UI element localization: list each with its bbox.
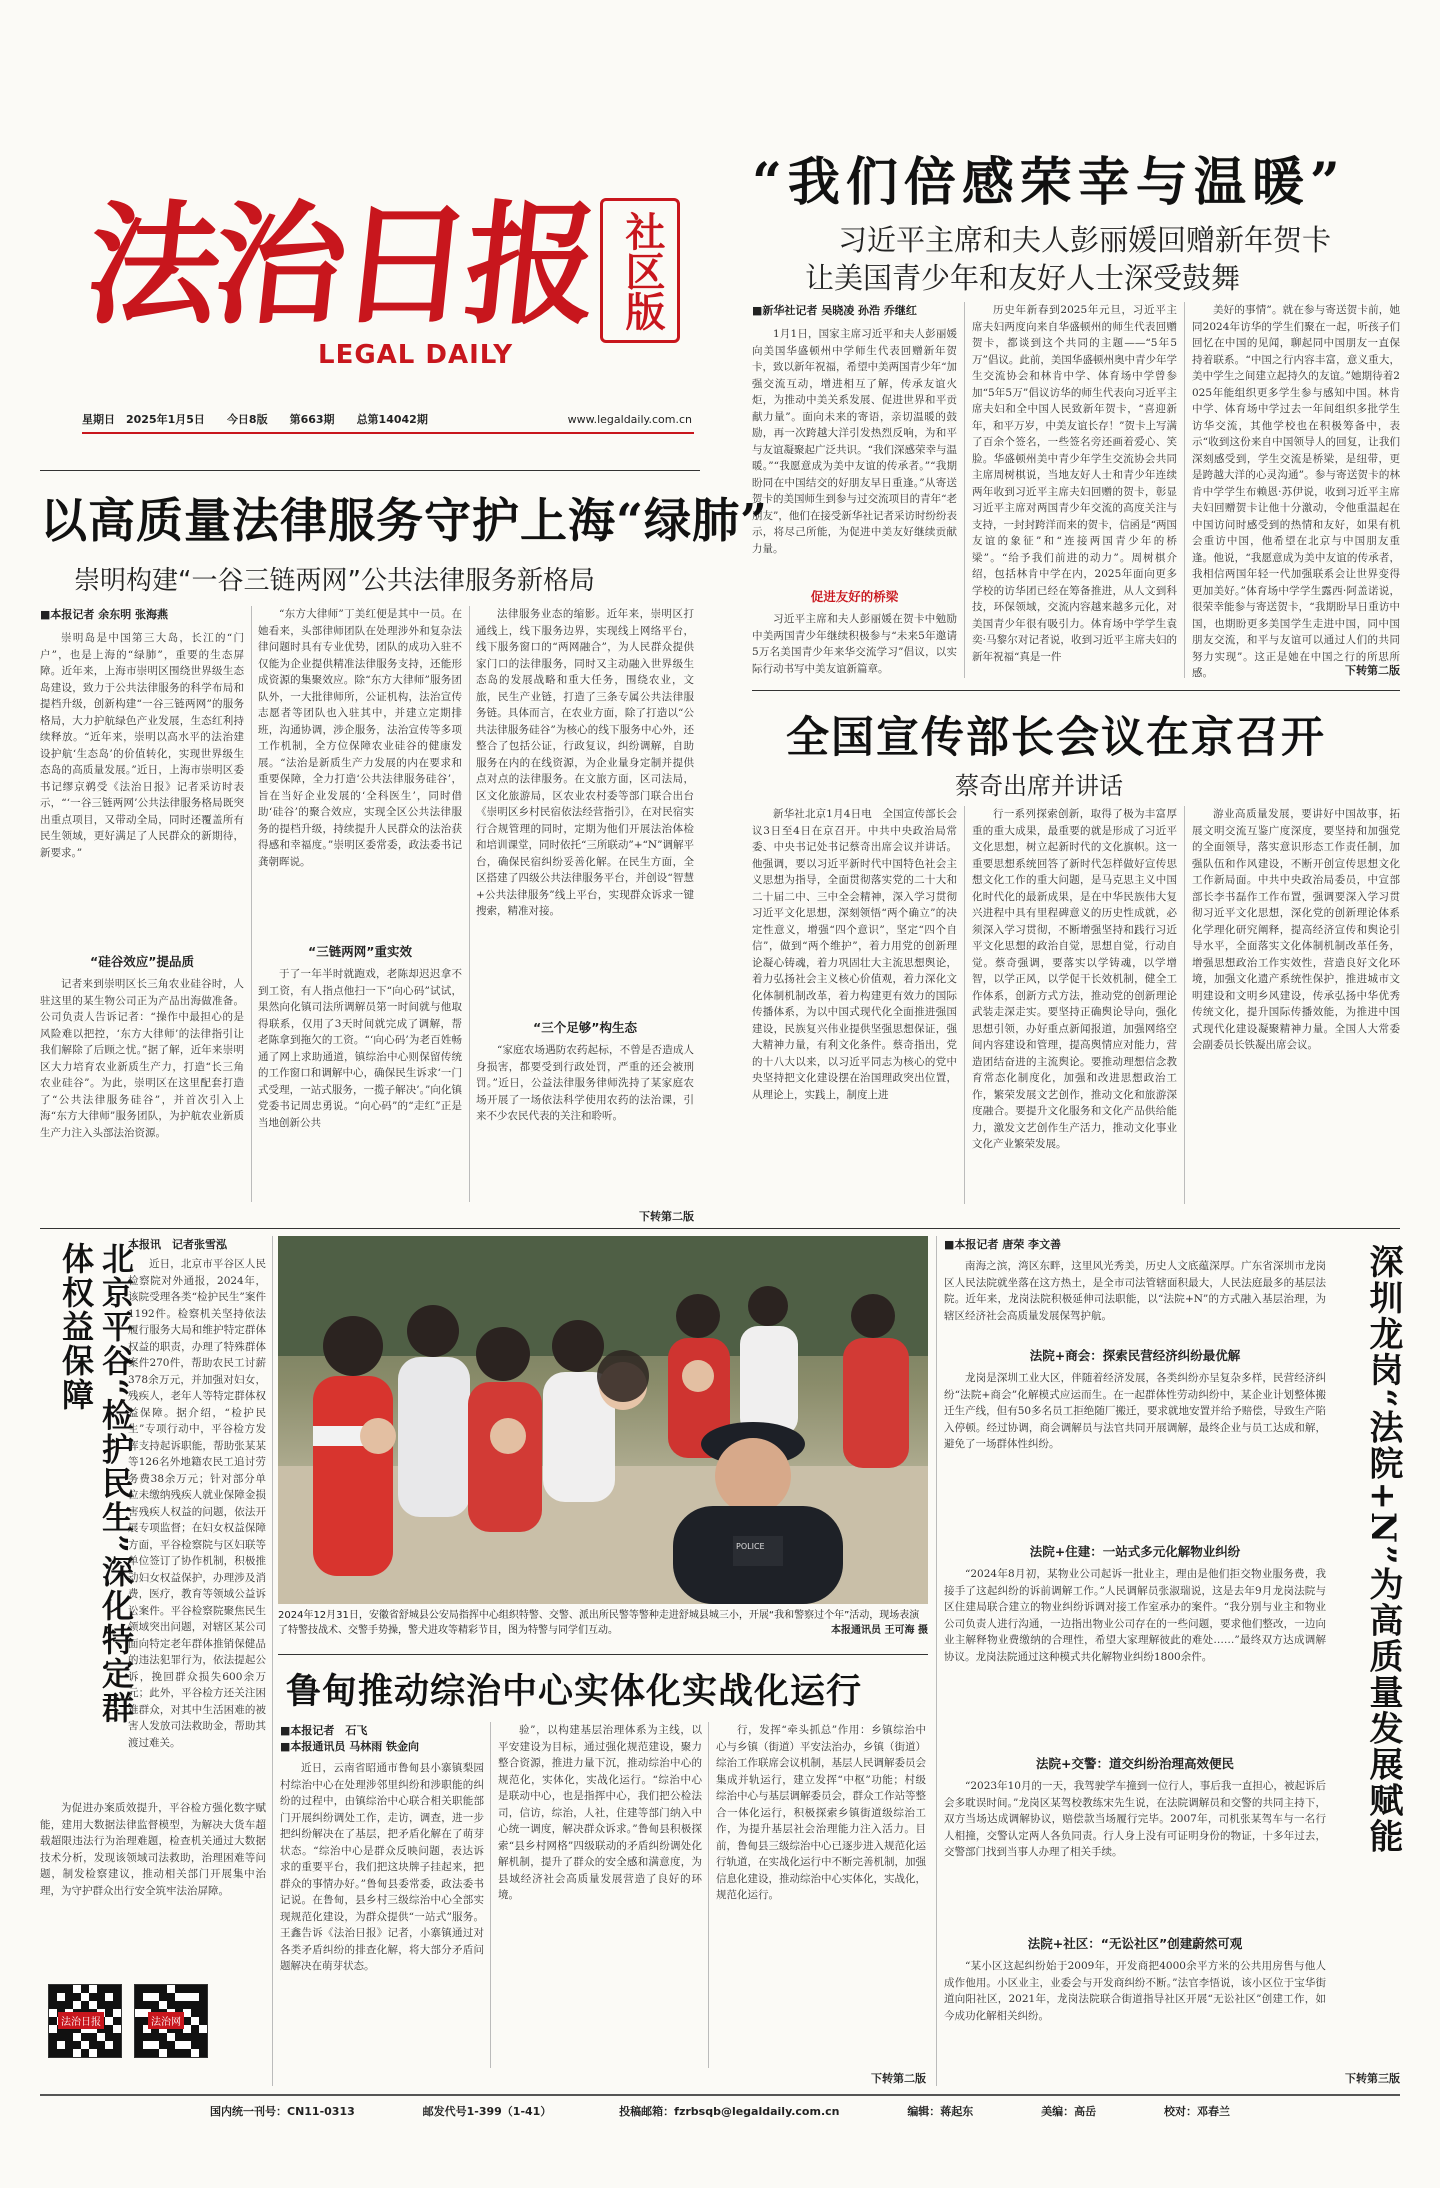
luding-byline-1: ■本报记者 石飞 (280, 1724, 368, 1737)
top-story-continued[interactable]: 下转第二版 (1345, 664, 1400, 677)
qr-code-legal-daily[interactable] (48, 1984, 122, 2058)
top-story-col3: 美好的事情”。就在参与寄送贺卡前，她同2024年访华的学生们聚在一起，听孩子们回忆在中国的见闻，聊起同中国朋友一直保持着联系。“中国之行内容丰富，意义重大，美中学生之间建立起持久的友谊。”她期待着2025年能组织更多学生参与感知中国。林肯中学、体育场中学过去一年间组织多批学生访华交流，其他学校也在积极筹备中，表示“收到这份来自中国领导人的回复，让我们深刻感受到，学生交流是桥梁，是纽带，更是跨越大洋的心灵沟通”。参与寄送贺卡的林肯中学学生布赖恩·苏伊说，收到习近平主席夫妇回赠贺卡让他十分激动，令他重温起在中国访问时感受到的热情和友好，如果有机会重访中国，他希望在北京与中国朋友重逢。他说，“我愿意成为美中友谊的传承者，我相信两国年轻一代加强联系会让世界变得更加美好。”体育场中学学生露西·阿盖诺说，很荣幸能参与寄送贺卡，“我期盼早日重访中国，也期盼更多美国学生走进中国，同中国朋友交流，和平与友谊可以通过人们的共同努力实现”。这正是她在中国之行的所思所感。 (1192, 304, 1400, 679)
qr-label-2: 法治网 (148, 2012, 184, 2029)
meeting-col1: 新华社北京1月4日电 全国宣传部长会议3日至4日在京召开。中共中央政治局常委、中央书记处书记蔡奇出席会议并讲话。他强调，要以习近平新时代中国特色社会主义思想为指导，全面贯彻落实党的二十大和二十届二中、三中全会精神，深入学习贯彻习近平文化思想，深刻领悟“两个确立”的决定性意义，增强“四个意识”，坚定“四个自信”，做到“两个维护”，着力用党的创新理论凝心铸魂，着力巩固壮大主流思想舆论，着力弘扬社会主义核心价值观，着力深化文化体制机制改革，着力构建更有效力的国际传播体系，为以中国式现代化全面推进强国建设，民族复兴伟业提供坚强思想保证，强大精神力量，有利文化条件。蔡奇指出，党的十八大以来，以习近平同志为核心的党中央坚持把文化建设摆在治国理政突出位置，从理论上，实践上，制度上进 (752, 808, 957, 1101)
meeting-col3: 游业高质量发展，要讲好中国故事，拓展文明交流互鉴广度深度，要坚持和加强党的全面领导，落实意识形态工作责任制，加强队伍和作风建设，不断开创宣传思想文化工作新局面。中共中央政治局委员，中宣部部长李书磊作工作布置，强调要深入学习贯彻习近平文化思想，深化党的创新理论体系化学理化研究阐释，提高经济宣传和舆论引导水平，全面落实文化体制机制改革任务，增强思想政治工作实效性，营造良好文化环境，加强文化遗产系统性保护，推进城市文明建设和文明乡风建设，传承弘扬中华优秀传统文化，提升国际传播效能，为推进中国式现代化建设凝聚精神力量。全国人大常委会副委员长铁凝出席会议。 (1192, 808, 1400, 1051)
photo-illustration (278, 1236, 928, 1604)
website[interactable]: www.legaldaily.com.cn (567, 412, 692, 426)
top-story-byline: ■新华社记者 吴晓凌 孙浩 乔继红 (752, 304, 917, 317)
lead-story-headline: 以高质量法律服务守护上海“绿肺” (40, 494, 769, 549)
meeting-col2: 行一系列探索创新，取得了极为丰富厚重的重大成果，最重要的就是形成了习近平文化思想，树立起新时代的文化旗帜。这一重要思想系统回答了新时代怎样做好宣传思想文化工作的重大问题，是马克思主义中国化时代化的最新成果，是在中华民族伟大复兴进程中具有里程碑意义的历史性成就，必须深入学习贯彻，不断增强坚持和践行习近平文化思想的政治自觉，思想自觉，行动自觉。蔡奇强调，要落实以学铸魂，以学增智，以学正风，以学促干长效机制，健全工作体系，创新方式方法，推动党的创新理论武装走深走实。要坚持正确舆论导向，强化思想引领，办好重点新闻报道，加强网络空间内容建设和管理，提高舆情应对能力，营造团结奋进的主流舆论。要推动理想信念教育常态化制度化，加强和改进思想政治工作，繁荣发展文艺创作，推动文化和旅游深度融合。要提升文化服务和文化产品供给能力，激发文艺创作生产活力，推动文化事业文化产业繁荣发展。 (972, 808, 1177, 1150)
footer-editor: 编辑：蒋起东 (907, 2105, 974, 2118)
shenzhen-sub1: 法院+商会：探索民营经济纠纷最优解 (1029, 1348, 1241, 1363)
lead-story-col3 (476, 606, 694, 1204)
luding-col3: 行，发挥“牵头抓总”作用：乡镇综治中心与乡镇（街道）平安法治办，乡镇（街道）综治工作联席会议机制，基层人民调解委员会集成并轨运行，建立发挥“中枢”功能；村级综治中心与基层调解委员会，群众工作站等整合一体化运行，积极探索乡镇街道级综治工作，为提升基层社会治理能力注入活力。目前，鲁甸县三级综治中心已逐步进入规范化运行轨道，在实战化运行中不断完善机制，加强信息化建设，推动综治中心实体化，实战化，规范化运行。 (716, 1724, 926, 1901)
lead-story-col1 (40, 606, 244, 1204)
lead-story-col2-subhead: “三链两网”重实效 (308, 944, 412, 959)
top-story-headline: “我们倍感荣幸与温暖” (752, 152, 1346, 213)
issue-number: 第663期 (289, 413, 335, 426)
english-name: LEGAL DAILY (318, 340, 514, 370)
luding-col1-text: 近日，云南省昭通市鲁甸县小寨镇梨园村综治中心在处理涉邻里纠纷和涉职能的纠纷的过程中，由镇综治中心联合相关职能部门开展纠纷调处工作，走访，调查，进一步把纠纷解决在了基层，把矛盾化解在了萌芽状态。“综治中心是群众反映问题，表达诉求的重要平台，我们把这块牌子挂起来，把群众的事情办好。”鲁甸县委常委，政法委书记说。在鲁甸，县乡村三级综治中心全部实现规范化建设，为群众提供“一站式”服务。王鑫告诉《法治日报》记者，小寨镇通过对各类矛盾纠纷的排查化解，将大部分矛盾问题解决在萌芽状态。 (280, 1762, 484, 1972)
luding-headline: 鲁甸推动综治中心实体化实战化运行 (286, 1671, 863, 1712)
lead-story-col1-text: 崇明岛是中国第三大岛，长江的“门户”，也是上海的“绿肺”，重要的生态屏障。近年来，上海市崇明区围绕世界级生态岛建设，致力于公共法律服务的科学布局和提档升级，创新构建“一谷三链两网”的服务格局，大力护航绿色产业发展，生态红利持续释放。“近年来，崇明以高水平的法治建设护航‘生态岛’的价值转化，实现世界级生态岛的高质量发展。”近日，上海市崇明区委书记缪京鹈受《法治日报》记者采访时表示，“‘一谷三链两网’公共法律服务格局既突出重点项目，又带动全局，同时还覆盖所有民生领域，更好满足了人民群众的新期待，新要求。” (40, 632, 244, 859)
shenzhen-intro: 南海之滨，湾区东畔，这里风光秀美，历史人文底蕴深厚。广东省深圳市龙岗区人民法院就坐落在这方热土，是全市司法管辖面积最大，人民法庭最多的基层法院。近年来，龙岗法院积极延伸司法职能，以“法院+N”的方式融入基层治理，为辖区经济社会高质量发展保驾护航。 (944, 1260, 1326, 1322)
lead-story-byline: ■本报记者 余东明 张海燕 (40, 608, 169, 621)
edition-stamp: 社区版 (600, 198, 680, 343)
luding-continued[interactable]: 下转第二版 (871, 2072, 926, 2085)
luding-col1 (280, 1722, 484, 2068)
luding-col2: 验”，以构建基层治理体系为主线，以平安建设为目标，通过强化规范建设，聚力整合资源，推进力量下沉，推动综治中心的规范化，实体化，实战化运行。“综治中心是联动中心，也是指挥中心，我们把公检法司，信访，综治，人社，住建等部门纳入中心统一调度，解决群众诉求。”鲁甸县积极探索“县乡村网格”四级联动的矛盾纠纷调处化解机制，提升了群众的安全感和满意度，为县域经济社会高质量发展营造了良好的环境。 (498, 1724, 702, 1901)
photo-caption (278, 1608, 928, 1638)
date-line: 星期日 2025年1月5日 (82, 413, 205, 426)
lead-story-col3-text: 法律服务业态的缩影。近年来，崇明区打通线上，线下服务边界，实现线上网络平台，线下服务窗口的“两网融合”，为人民群众提供家门口的法律服务，同时又主动融入世界级生态岛的发展战略和重大任务，围绕农业，文旅，民生产业链，打造了三条专属公共法律服务链。具体而言，在农业方面，除了打造以“公共法律服务硅谷”为核心的线下服务中心外，还整合了包括公证，行政复议，纠纷调解，自助服务在内的在线资源，为企业量身定制并提供点对点的法律服务。在文旅方面，区司法局，区文化旅游局，区农业农村委等部门联合出台《崇明区乡村民宿依法经营指引》，在对民宿实行合规管理的同时，定期为他们开展法治体检和培训课堂，同时依托“三所联动”+“N”调解平台，确保民宿纠纷妥善化解。在民生方面，全区搭建了四级公共法律服务平台，并创设“智慧+公共法律服务”线上平台，实现群众诉求一键搜索，精准对接。 (476, 608, 694, 917)
top-story-sub2: 让美国青少年和友好人士深受鼓舞 (805, 261, 1241, 295)
top-story-col2: 历史年新春到2025年元旦，习近平主席夫妇两度向来自华盛顿州的师生代表回赠贺卡，都谈到这个共同的主题——“5年5万”倡议。此前，美国华盛顿州奥中青少年学生交流协会和林肯中学、体育场中学曾参加“5年5万”倡议访华的师生代表向习近平主席夫妇和全中国人民致新年贺卡，“喜迎新年，和平万岁，中美友谊长存！”贺卡上写满了百余个签名，一些签名旁还画着爱心、笑脸。华盛顿州美中青少年学生交流协会共同主席周树棋说，当地友好人士和青少年连续两年收到习近平主席夫妇回赠的贺卡，彰显习近平主席对两国青少年交流的高度关注与支持，一封封跨洋而来的贺卡，信函是“两国友谊的象征”和“连接两国青少年的桥梁”。“给予我们前进的动力”。周树棋介绍，包括林肯中学在内，2025年面向更多学校的访华团已经在筹备推进，从人文到科技，环保领域，交流内容越来越多元化，对美国青少年很有吸引力。体育场中学学生袁奕·马黎尔对记者说，收到习近平主席夫妇的新年祝福“真是一件 (972, 304, 1177, 663)
lead-story-col2-text: “东方大律师”丁美红便是其中一员。在她看来，头部律师团队在处理涉外和复杂法律问题时具有专业优势，团队的成功入驻不仅能为企业提供精准法律服务支持，还能形成资源的集聚效应。除“东方大律师”服务团队外，一大批律师所，公证机构，法治宣传志愿者等团队也入驻其中，并建立定期排班，沟通协调，涉企服务，法治宣传等多项工作机制，全方位保障农业硅谷的健康发展。“法治是新质生产力发展的内在要求和重要保障，全力打造‘公共法律服务硅谷’，旨在当好企业发展的‘全科医生’，同时借助‘硅谷’的聚合效应，实现全区公共法律服务的提档升级，持续提升人民群众的法治获得感和幸福度。”崇明区委常委，政法委书记龚朝晖说。 (258, 608, 462, 868)
shenzhen-p4: “某小区这起纠纷始于2009年，开发商把4000余平方米的公共用房售与他人成作他用。小区业主，业委会与开发商纠纷不断。”法官李悟说，该小区位于宝华街道向阳社区，2021年，龙岗法院联合街道指导社区开展“无讼社区”创建工作，如今成功化解相关纠纷。 (944, 1960, 1326, 2022)
total-issue: 总第14042期 (356, 413, 428, 426)
lead-story-col1b-text: 记者来到崇明区长三角农业硅谷时，人驻这里的某生物公司正为产品出海做准备。公司负责人告诉记者：“操作中最担心的是风险难以把控，‘东方大律师’的法律指引让我们解除了后顾之忧。”据了解，近年来崇明区大力培育农业新质生产力，打造“长三角农业硅谷”。为此，崇明区在这里配套打造了“公共法律服务硅谷”，并首次引入上海“东方大律师”服务团队，为护航农业新质生产力注入头部法治资源。 (40, 978, 244, 1139)
meeting-headline: 全国宣传部长会议在京召开 (786, 713, 1326, 763)
footer-proofreader: 校对：邓春兰 (1163, 2105, 1230, 2118)
shenzhen-p3: “2023年10月的一天，我驾驶学车撞到一位行人，事后我一直担心，被起诉后会多耽误时间。”龙岗区某驾校教练宋先生说，在法院调解员和交警的共同主持下，双方当场达成调解协议，赔偿款当场履行完毕。2007年，司机张某驾车与一名行人相撞，交警认定两人各负同责。行人身上没有可证明身份的物证，十多年过去，交警部门找到当事人办理了相关手续。 (944, 1780, 1326, 1858)
photo-credit: 本报通讯员 王可海 摄 (831, 1625, 928, 1636)
lead-story-subheadline: 崇明构建“一谷三链两网”公共法律服务新格局 (74, 566, 595, 596)
shenzhen-sub3: 法院+交警：道交纠纷治理高效便民 (1036, 1756, 1234, 1771)
masthead-rule (82, 432, 694, 434)
meeting-subheadline: 蔡奇出席并讲话 (955, 772, 1123, 800)
top-story-col1-text: 1月1日，国家主席习近平和夫人彭丽媛向美国华盛顿州中学师生代表回赠新年贺卡，致以新年祝福，希望中美两国青少年“加强交流互动，增进相互了解，传承友谊火炬，为推动中美关系发展、促进世界和平贡献力量”。面向未来的寄语，亲切温暖的鼓励，再一次跨越大洋引发热烈反响，为和平与友谊凝聚起广泛共识。“我们深感荣幸与温暖。”“我愿意成为美中友谊的传承者。”“我期盼同在中国结交的好朋友早日重逢。”从寄送贺卡的美国师生到参与过交流项目的青年“老朋友”，他们在接受新华社记者采访时纷纷表示，将尽己所能，为促进中美友好继续贡献力量。 (752, 328, 957, 555)
news-photo (278, 1236, 928, 1604)
lead-story-col2 (258, 606, 462, 1204)
top-story-col1b-text: 习近平主席和夫人彭丽媛在贺卡中勉励中美两国青少年继续积极参与“未来5年邀请5万名美国青少年来华交流学习”倡议，以实际行动书写中美友谊新篇章。 (752, 613, 957, 675)
footer-bar (40, 2100, 1400, 2122)
police-patch: POLICE (736, 1542, 765, 1551)
shenzhen-sub4: 法院+社区：“无讼社区”创建蔚然可观 (1027, 1936, 1243, 1951)
qr-label-1: 法治日报 (58, 2012, 104, 2029)
lead-story-continued[interactable]: 下转第二版 (639, 1210, 694, 1223)
left-story-byline: 本报讯 记者张雪泓 (128, 1238, 227, 1251)
footer-postal: 邮发代号1-399（1-41） (422, 2105, 552, 2118)
left-story-text: 近日，北京市平谷区人民检察院对外通报，2024年，该院受理各类“检护民生”案件1192件。检察机关坚持依法履行服务大局和维护特定群体权益的职责，办理了特殊群体案件270件，帮助农民工讨薪378余万元，并加强对妇女，残疾人，老年人等特定群体权益保障。据介绍，“检护民生”专项行动中，平谷检方发挥支持起诉职能，帮助张某某等126名外地籍农民工追讨劳务费38余万元；针对部分单位未缴纳残疾人就业保障金损害残疾人权益的问题，依法开展专项监督；在妇女权益保障方面，平谷检察院与区妇联等单位签订了协作机制，积极推动妇女权益保护，办理涉及消费，医疗，教育等领域公益诉讼案件。平谷检察院聚焦民生领域突出问题，对辖区某公司面向特定老年群体推销保健品的违法犯罪行为，依法提起公诉，挽回群众损失600余万元；此外，平谷检方还关注困难群众，对其中生活困难的被害人发放司法救助金，帮助其渡过难关。 (128, 1258, 266, 1749)
pages-count: 今日8版 (226, 413, 268, 426)
left-story-text-b: 为促进办案质效提升，平谷检方强化数字赋能，建用大数据法律监督模型，为解决大货车超载超限违法行为治理难题，检查机关通过大数据技术分析，发现该领域司法救助，治理困难等问题，制发检察建议，推动相关部门开展集中治理，为守护群众出行安全筑牢法治屏障。 (40, 1802, 266, 1897)
lead-story-col3b-text: “家庭农场遇防农药起标，不曾是否造成人身损害，都要受到行政处罚，严重的还会被刑罚。”近日，公益法律服务律师洗持了某家庭农场开展了一场依法科学使用农药的法治课，引来不少农民代表的关注和聆听。 (476, 1044, 694, 1122)
lead-story-col3-subhead: “三个足够”构生态 (533, 1020, 637, 1035)
top-story-sub1: 习近平主席和夫人彭丽媛回赠新年贺卡 (838, 223, 1332, 257)
photo-caption-text: 2024年12月31日，安徽省舒城县公安局指挥中心组织特警、交警、派出所民警等警种走进舒城县城三小，开展“我和警察过个年”活动，现场表演了特警技战术、交警手势操，警犬进攻等精彩节目，图为特警与同学们互动。 (278, 1610, 920, 1636)
masthead-title: 法治日报 (79, 188, 601, 343)
footer-cn-number: 国内统一刊号：CN11-0313 (210, 2105, 355, 2118)
luding-byline-2: ■本报通讯员 马林雨 铁金向 (280, 1740, 420, 1753)
qr-code-legal-web[interactable] (134, 1984, 208, 2058)
shenzhen-p2: “2024年8月初，某物业公司起诉一批业主，理由是他们拒交物业服务费，我接手了这起纠纷的诉前调解工作。”人民调解员张淑瑞说，这是去年9月龙岗法院与区住建局联合建立的物业纠纷诉调对接工作室承办的案件。“我分别与业主和物业公司负责人进行沟通，一边指出物业公司存在的一些问题，要求他们整改，一边向业主解释物业费缴纳的合理性，希望大家理解彼此的难处……”最终双方达成调解协议。龙岗法院通过这种模式共化解物业纠纷1800余件。 (944, 1568, 1326, 1663)
footer-email[interactable]: 投稿邮箱：fzrbsqb@legaldaily.com.cn (619, 2105, 840, 2118)
top-story-col1-subhead: 促进友好的桥梁 (810, 589, 899, 604)
lead-story-col2b-text: 于了一年半时就跑戏，老陈却迟迟拿不到工资，有人指点他扫一下“向心码”试试，果然向化镇司法所调解员第一时间就与他取得联系，仅用了3天时间就完成了调解，帮老陈拿到拖欠的工资。“‘向心码’为老百姓畅通了网上求助通道，镇综治中心则保留传统的工作窗口和调解中心，确保民生诉求‘一门式受理，一站式服务，一揽子解决’。”向化镇党委书记周忠勇说。“向心码”的“走红”正是当地创新公共 (258, 968, 462, 1129)
masthead-info-bar (82, 408, 692, 430)
footer-designer: 美编：高岳 (1041, 2105, 1097, 2118)
left-story-col (128, 1236, 266, 1796)
left-story-headline: 北京平谷“检护民生”深化特定群体权益保障 (57, 1242, 135, 1725)
shenzhen-byline: ■本报记者 唐荣 李文善 (944, 1238, 1062, 1251)
shenzhen-sub2: 法院+住建：一站式多元化解物业纠纷 (1029, 1544, 1241, 1559)
shenzhen-headline: 深圳龙岗“法院+N”为高质量发展赋能 (1363, 1244, 1403, 1855)
masthead (40, 190, 680, 490)
shenzhen-continued[interactable]: 下转第三版 (1345, 2072, 1400, 2085)
shenzhen-p1: 龙岗是深圳工业大区，伴随着经济发展，各类纠纷亦呈复杂多样，民营经济纠纷“法院+商会”化解模式应运而生。在一起群体性劳动纠纷中，某企业计划整体搬迁生产线，但有50多名员工拒绝随厂搬迁，要求就地安置并给予赔偿，导致生产陷入停顿。经过协调，商会调解员与法官共同开展调解，最终企业与员工达成和解，避免了一场群体性纠纷。 (944, 1372, 1326, 1450)
lead-story-col1-subhead: “硅谷效应”提品质 (90, 954, 194, 969)
top-story-col1 (752, 302, 957, 680)
shenzhen-main (944, 1236, 1326, 2076)
